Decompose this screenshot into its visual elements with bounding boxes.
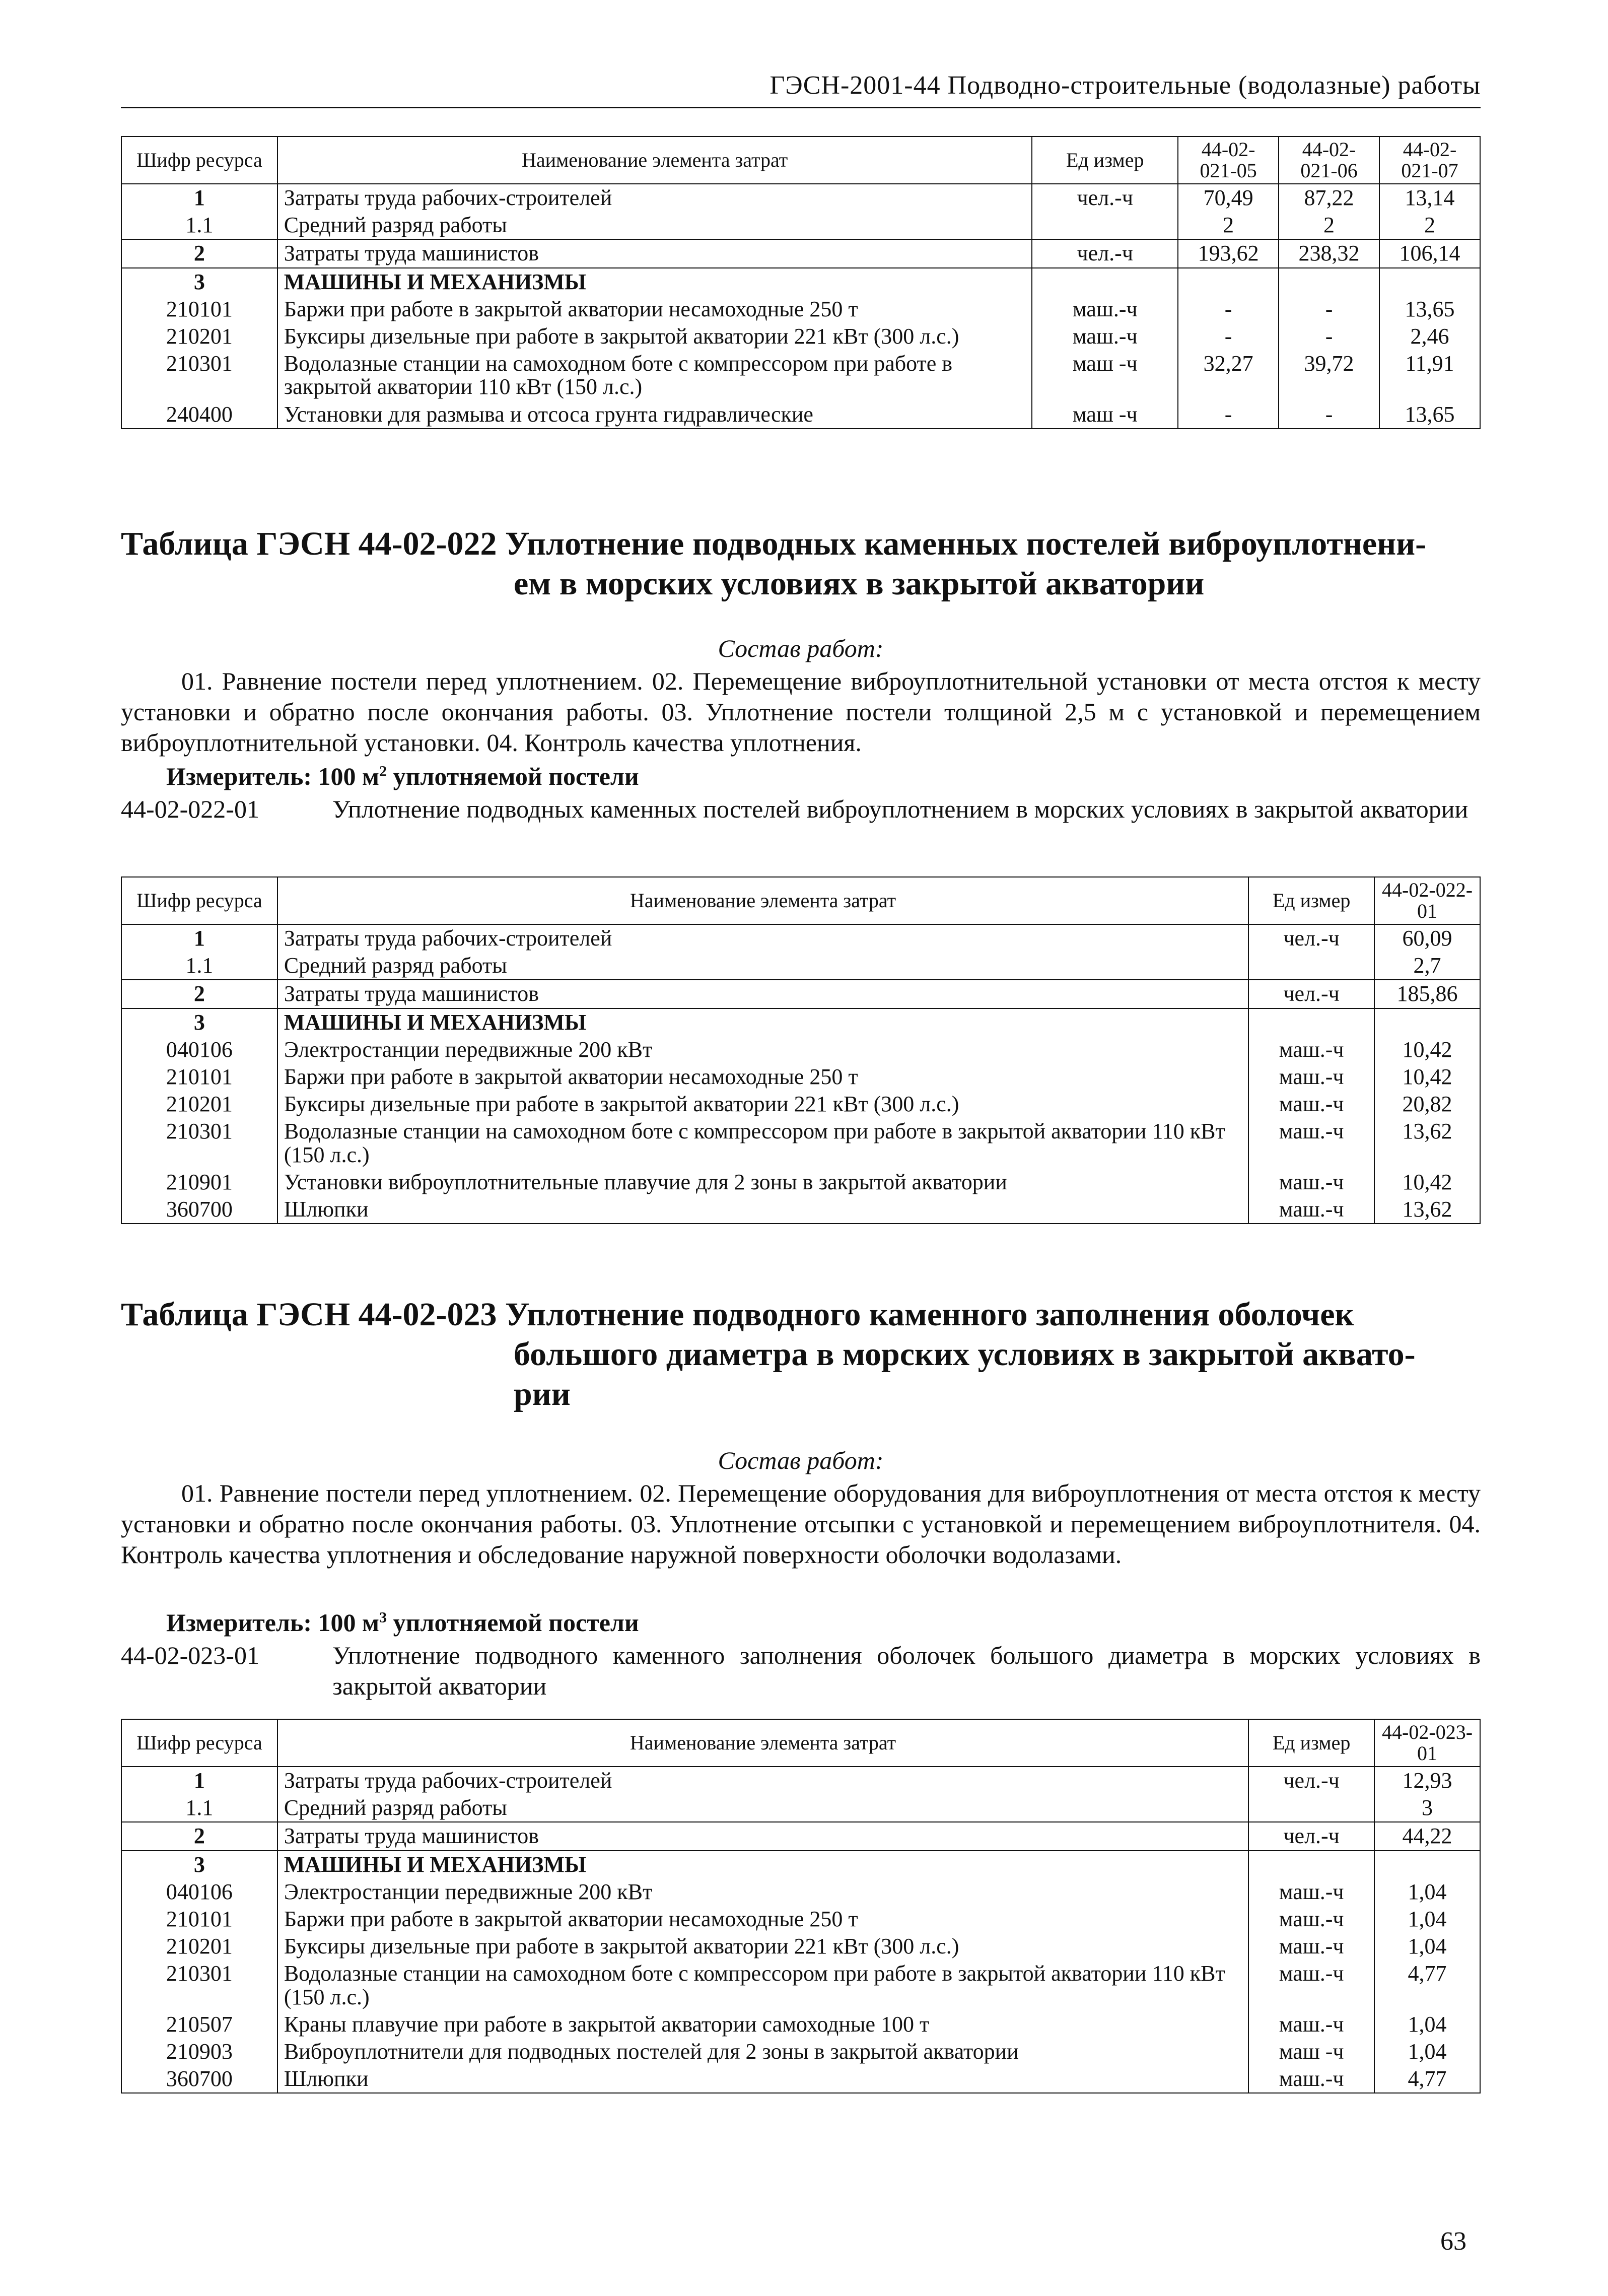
resource-value: 10,42: [1374, 1063, 1480, 1091]
resource-code: 040106: [121, 1878, 277, 1906]
table-row: [121, 2065, 1480, 2093]
resource-code: 210301: [121, 350, 277, 400]
resource-name: Буксиры дизельные при работе в закрытой акватории 221 кВт (300 л.с.): [277, 1933, 1248, 1960]
resource-name: Затраты труда машинистов: [277, 1822, 1248, 1850]
resource-unit: маш.-ч: [1248, 1063, 1374, 1091]
resource-value: [1279, 268, 1379, 296]
resource-unit: маш.-ч: [1248, 1196, 1374, 1224]
resource-name: Водолазные станции на самоходном боте с компрессором при работе в закрытой акватории 110 кВт (150 л.с.): [277, 1118, 1248, 1168]
resource-value: 10,42: [1374, 1169, 1480, 1196]
resource-code: 1: [121, 924, 277, 952]
resource-value: [1374, 1851, 1480, 1878]
col-header-norm: 44-02-021-06: [1279, 137, 1379, 184]
table-row: [121, 268, 1480, 296]
resource-unit: чел.-ч: [1032, 239, 1178, 267]
norm-entry: [121, 794, 1481, 825]
table-header-row: [121, 877, 1480, 924]
resource-code: 210301: [121, 1960, 277, 2010]
resource-unit: маш.-ч: [1248, 2011, 1374, 2038]
resource-name: Установки для размыва и отсоса грунта гидравлические: [277, 401, 1032, 429]
resource-name: Водолазные станции на самоходном боте с компрессором при работе в закрытой акватории 110 кВт (150 л.с.): [277, 350, 1032, 400]
table-row: [121, 1169, 1480, 1196]
resource-code: 1: [121, 184, 277, 212]
resource-name: Водолазные станции на самоходном боте с компрессором при работе в закрытой акватории 110 кВт (150 л.с.): [277, 1960, 1248, 2010]
resource-section-title: МАШИНЫ И МЕХАНИЗМЫ: [277, 1851, 1248, 1878]
measure-suffix: уплотняемой постели: [393, 1608, 639, 1637]
resource-code: 210101: [121, 296, 277, 323]
resource-unit: [1248, 952, 1374, 980]
table-row: [121, 1851, 1480, 1878]
resource-value: 2: [1279, 212, 1379, 239]
resource-value: -: [1178, 401, 1279, 429]
resource-unit: чел.-ч: [1248, 1767, 1374, 1794]
resource-name: Электростанции передвижные 200 кВт: [277, 1036, 1248, 1063]
resource-unit: маш -ч: [1032, 350, 1178, 400]
table-row: [121, 2011, 1480, 2038]
resource-unit: чел.-ч: [1248, 1822, 1374, 1850]
resource-code: 360700: [121, 2065, 277, 2093]
resource-value: 13,65: [1379, 401, 1480, 429]
table-row: [121, 239, 1480, 267]
norm-entry: [121, 1640, 1481, 1702]
resource-unit: маш -ч: [1248, 2038, 1374, 2065]
table-row: [121, 401, 1480, 429]
resource-value: 2,46: [1379, 323, 1480, 350]
caption-line: рии: [514, 1376, 571, 1413]
work-composition-heading: Состав работ:: [718, 634, 884, 662]
resource-code: 210201: [121, 1933, 277, 1960]
resource-unit: чел.-ч: [1248, 980, 1374, 1008]
resource-value: 13,14: [1379, 184, 1480, 212]
resource-code: 1: [121, 1767, 277, 1794]
caption-line: ем в морских условиях в закрытой акватории: [514, 565, 1205, 602]
resource-value: -: [1279, 296, 1379, 323]
resource-value: 3: [1374, 1794, 1480, 1822]
resource-value: 11,91: [1379, 350, 1480, 400]
resource-code: 1.1: [121, 952, 277, 980]
norm-title: Уплотнение подводных каменных постелей виброуплотнением в морских условиях в закрытой акватории: [332, 795, 1469, 823]
resource-value: 106,14: [1379, 239, 1480, 267]
resource-unit: маш.-ч: [1248, 2065, 1374, 2093]
resource-value: 1,04: [1374, 2011, 1480, 2038]
resource-name: Затраты труда рабочих-строителей: [277, 1767, 1248, 1794]
caption-line: большого диаметра в морских условиях в закрытой аквато-: [514, 1336, 1416, 1373]
resource-value: 2,7: [1374, 952, 1480, 980]
resource-unit: маш.-ч: [1248, 1878, 1374, 1906]
resource-code: 1.1: [121, 1794, 277, 1822]
resource-code: 210301: [121, 1118, 277, 1168]
table-row: [121, 212, 1480, 239]
resource-unit: маш.-ч: [1248, 1036, 1374, 1063]
col-header-unit: Ед измер: [1032, 137, 1178, 184]
table-header-row: [121, 137, 1480, 184]
resource-name: Баржи при работе в закрытой акватории несамоходные 250 т: [277, 1063, 1248, 1091]
col-header-norm: 44-02-021-07: [1379, 137, 1480, 184]
header-rule: [121, 107, 1481, 108]
resource-code: 210201: [121, 1091, 277, 1118]
resource-value: 44,22: [1374, 1822, 1480, 1850]
resource-unit: [1248, 1794, 1374, 1822]
measure-suffix: уплотняемой постели: [393, 762, 639, 790]
table-caption: [121, 1295, 1481, 1414]
norm-code: 44-02-023-01: [121, 1641, 259, 1669]
table-row: [121, 1933, 1480, 1960]
measure-label: Измеритель:: [166, 1608, 312, 1637]
table-row: [121, 1794, 1480, 1822]
table-row: [121, 924, 1480, 952]
col-header-name: Наименование элемента затрат: [277, 137, 1032, 184]
resource-code: 3: [121, 1851, 277, 1878]
running-header: ГЭСН-2001-44 Подводно-строительные (водолазные) работы: [770, 71, 1481, 100]
norm-code: 44-02-022-01: [121, 795, 259, 823]
resource-value: 2: [1178, 212, 1279, 239]
resource-name: Затраты труда машинистов: [277, 239, 1032, 267]
resource-value: 13,62: [1374, 1196, 1480, 1224]
resource-code: 210903: [121, 2038, 277, 2065]
page-number: 63: [1440, 2227, 1466, 2256]
table-row: [121, 980, 1480, 1008]
resource-code: 2: [121, 980, 277, 1008]
table-row: [121, 350, 1480, 400]
work-composition-text: 01. Равнение постели перед уплотнением. 02. Перемещение виброуплотнительной установки от места отстоя к месту установки и обратно после окончания работы. 03. Уплотнение постели толщиной 2,5 м с установкой и перемещением виброуплотнительной установки. 04. Контроль качества уплотнения.: [121, 667, 1481, 757]
table-44-02-023: [121, 1719, 1481, 2094]
resource-value: 1,04: [1374, 2038, 1480, 2065]
table-row: [121, 1767, 1480, 1794]
resource-name: Краны плавучие при работе в закрытой акватории самоходные 100 т: [277, 2011, 1248, 2038]
resource-value: [1374, 1008, 1480, 1036]
table-44-02-021: [121, 136, 1481, 429]
resource-value: 12,93: [1374, 1767, 1480, 1794]
resource-value: 39,72: [1279, 350, 1379, 400]
resource-name: Электростанции передвижные 200 кВт: [277, 1878, 1248, 1906]
resource-value: 87,22: [1279, 184, 1379, 212]
resource-code: 2: [121, 239, 277, 267]
caption-line: Таблица ГЭСН 44-02-022 Уплотнение подводных каменных постелей виброуплотнени-: [121, 525, 1427, 562]
measure-power: 2: [379, 763, 387, 780]
table-44-02-022: [121, 876, 1481, 1224]
resource-value: -: [1279, 401, 1379, 429]
col-header-name: Наименование элемента затрат: [277, 877, 1248, 924]
resource-code: 3: [121, 268, 277, 296]
table-row: [121, 1091, 1480, 1118]
resource-value: 1,04: [1374, 1906, 1480, 1933]
table-row: [121, 1118, 1480, 1168]
resource-value: 238,32: [1279, 239, 1379, 267]
table-row: [121, 184, 1480, 212]
resource-value: 20,82: [1374, 1091, 1480, 1118]
resource-name: Затраты труда машинистов: [277, 980, 1248, 1008]
resource-unit: маш.-ч: [1248, 1169, 1374, 1196]
resource-code: 360700: [121, 1196, 277, 1224]
resource-value: 13,62: [1374, 1118, 1480, 1168]
resource-value: 32,27: [1178, 350, 1279, 400]
measure-value: 100 м: [318, 762, 380, 790]
table-row: [121, 1822, 1480, 1850]
resource-unit: маш.-ч: [1248, 1091, 1374, 1118]
resource-name: Шлюпки: [277, 1196, 1248, 1224]
col-header-norm: 44-02-022-01: [1374, 877, 1480, 924]
resource-name: Виброуплотнители для подводных постелей для 2 зоны в закрытой акватории: [277, 2038, 1248, 2065]
resource-name: Средний разряд работы: [277, 212, 1032, 239]
resource-unit: маш -ч: [1032, 401, 1178, 429]
table-caption: [121, 524, 1481, 603]
resource-section-title: МАШИНЫ И МЕХАНИЗМЫ: [277, 1008, 1248, 1036]
resource-unit: [1248, 1008, 1374, 1036]
resource-value: -: [1178, 296, 1279, 323]
resource-value: 60,09: [1374, 924, 1480, 952]
resource-name: Буксиры дизельные при работе в закрытой акватории 221 кВт (300 л.с.): [277, 1091, 1248, 1118]
resource-value: 1,04: [1374, 1933, 1480, 1960]
table-row: [121, 1878, 1480, 1906]
resource-code: 040106: [121, 1036, 277, 1063]
table-header-row: [121, 1719, 1480, 1767]
resource-value: 185,86: [1374, 980, 1480, 1008]
table-row: [121, 1906, 1480, 1933]
col-header-norm: 44-02-023-01: [1374, 1719, 1480, 1767]
table-row: [121, 1960, 1480, 2010]
resource-value: 10,42: [1374, 1036, 1480, 1063]
table-row: [121, 296, 1480, 323]
resource-name: Затраты труда рабочих-строителей: [277, 924, 1248, 952]
col-header-unit: Ед измер: [1248, 1719, 1374, 1767]
resource-code: 210101: [121, 1906, 277, 1933]
resource-name: Шлюпки: [277, 2065, 1248, 2093]
resource-name: Затраты труда рабочих-строителей: [277, 184, 1032, 212]
col-header-name: Наименование элемента затрат: [277, 1719, 1248, 1767]
resource-unit: маш.-ч: [1248, 1906, 1374, 1933]
resource-code: 210101: [121, 1063, 277, 1091]
resource-unit: маш.-ч: [1032, 323, 1178, 350]
resource-unit: маш.-ч: [1248, 1960, 1374, 2010]
work-composition-text: 01. Равнение постели перед уплотнением. 02. Перемещение оборудования для виброуплотнения от места отстоя к месту установки и обратно после окончания работы. 03. Уплотнение отсыпки с установкой и перемещением виброуплотнителя. 04. Контроль качества уплотнения и обследование наружной поверхности оболочки водолазами.: [121, 1479, 1481, 1569]
resource-code: 210201: [121, 323, 277, 350]
resource-value: -: [1178, 323, 1279, 350]
caption-line: Таблица ГЭСН 44-02-023 Уплотнение подводного каменного заполнения оболочек: [121, 1296, 1354, 1333]
measure-unit: [166, 1608, 639, 1637]
resource-value: [1178, 268, 1279, 296]
table-row: [121, 1196, 1480, 1224]
resource-code: 240400: [121, 401, 277, 429]
work-composition-heading: Состав работ:: [718, 1446, 884, 1474]
resource-unit: [1032, 212, 1178, 239]
table-row: [121, 323, 1480, 350]
measure-unit: [166, 762, 639, 791]
col-header-unit: Ед измер: [1248, 877, 1374, 924]
measure-power: 3: [379, 1609, 387, 1626]
resource-code: 1.1: [121, 212, 277, 239]
resource-value: 193,62: [1178, 239, 1279, 267]
table-row: [121, 952, 1480, 980]
norm-title: Уплотнение подводного каменного заполнения оболочек большого диаметра в морских условиях в закрытой акватории: [332, 1641, 1481, 1700]
col-header-norm: 44-02-021-05: [1178, 137, 1279, 184]
resource-value: 1,04: [1374, 1878, 1480, 1906]
resource-value: 70,49: [1178, 184, 1279, 212]
resource-code: 210507: [121, 2011, 277, 2038]
table-row: [121, 1063, 1480, 1091]
resource-unit: маш.-ч: [1248, 1933, 1374, 1960]
measure-value: 100 м: [318, 1608, 380, 1637]
resource-value: 2: [1379, 212, 1480, 239]
measure-label: Измеритель:: [166, 762, 312, 790]
resource-unit: маш.-ч: [1248, 1118, 1374, 1168]
resource-unit: [1248, 1851, 1374, 1878]
resource-value: -: [1279, 323, 1379, 350]
resource-name: Средний разряд работы: [277, 952, 1248, 980]
resource-unit: чел.-ч: [1248, 924, 1374, 952]
resource-name: Буксиры дизельные при работе в закрытой акватории 221 кВт (300 л.с.): [277, 323, 1032, 350]
resource-code: 3: [121, 1008, 277, 1036]
col-header-code: Шифр ресурса: [121, 1719, 277, 1767]
resource-unit: чел.-ч: [1032, 184, 1178, 212]
resource-value: 4,77: [1374, 2065, 1480, 2093]
table-row: [121, 1008, 1480, 1036]
resource-unit: [1032, 268, 1178, 296]
resource-name: Установки виброуплотнительные плавучие для 2 зоны в закрытой акватории: [277, 1169, 1248, 1196]
resource-section-title: МАШИНЫ И МЕХАНИЗМЫ: [277, 268, 1032, 296]
resource-unit: маш.-ч: [1032, 296, 1178, 323]
col-header-code: Шифр ресурса: [121, 137, 277, 184]
resource-value: 4,77: [1374, 1960, 1480, 2010]
resource-value: 13,65: [1379, 296, 1480, 323]
table-row: [121, 2038, 1480, 2065]
col-header-code: Шифр ресурса: [121, 877, 277, 924]
resource-name: Баржи при работе в закрытой акватории несамоходные 250 т: [277, 1906, 1248, 1933]
resource-code: 210901: [121, 1169, 277, 1196]
resource-name: Баржи при работе в закрытой акватории несамоходные 250 т: [277, 296, 1032, 323]
resource-value: [1379, 268, 1480, 296]
table-row: [121, 1036, 1480, 1063]
resource-code: 2: [121, 1822, 277, 1850]
resource-name: Средний разряд работы: [277, 1794, 1248, 1822]
